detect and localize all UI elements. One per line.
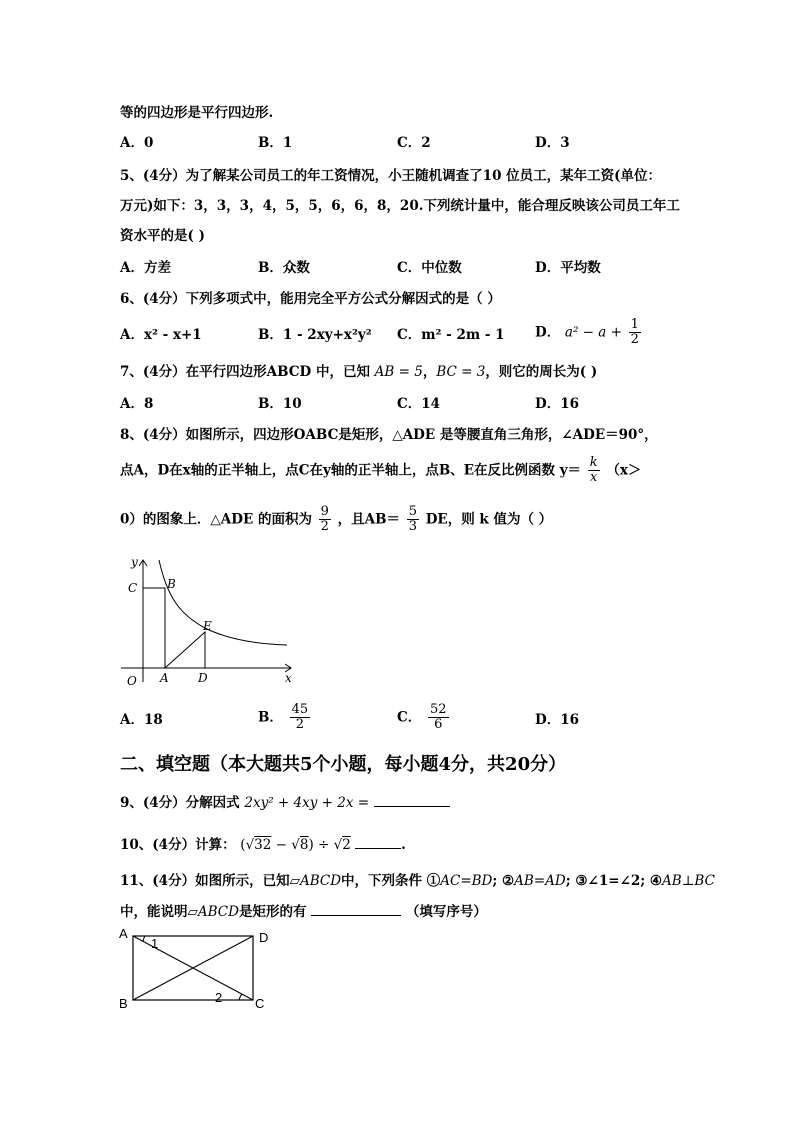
fraction-numerator: 5 (408, 504, 418, 519)
q8-option-c-label: C． (397, 709, 422, 726)
q10 (120, 836, 406, 854)
q6-option-d-label: D． (535, 324, 561, 341)
q8-option-b (258, 703, 312, 732)
label-a: A (119, 926, 128, 941)
q6-option-c: C．m² - 2m - 1 (397, 327, 505, 343)
q10-end: . (401, 837, 406, 853)
fraction-numerator: 45 (291, 702, 309, 717)
angle-2-arc-icon (239, 994, 242, 1000)
label-x: x (285, 671, 292, 685)
q4-option-a: A．0 (120, 135, 154, 151)
q7-option-a: A．8 (120, 396, 154, 412)
q7-expr-ab: AB = 5 (374, 364, 423, 380)
q8-area-fraction (319, 505, 331, 534)
q7-stem-end: ，则它的周长为( ) (485, 364, 598, 380)
q5-option-a: A．方差 (120, 260, 171, 276)
q8-line2-end: （x＞ (606, 462, 642, 479)
q11-line1-mid: 中，下列条件 ① (341, 873, 441, 889)
q8-option-b-fraction (290, 703, 311, 732)
q8-line3-start: 0）的图象上．△ADE 的面积为 (120, 511, 312, 528)
q11-answer-blank[interactable] (311, 903, 401, 916)
fraction-denominator: 6 (434, 717, 443, 732)
q11-line2-start: 中，能说明▱ (120, 904, 198, 920)
rectangle-oabc (143, 588, 165, 668)
q8-k-over-x-fraction (588, 456, 600, 485)
fraction-denominator: x (590, 470, 598, 485)
q6-option-d-expr: a² − a + (564, 324, 622, 341)
q8-option-a: A．18 (120, 712, 163, 728)
q5-line1: 5、(4分）为了解某公司员工的年工资情况，小王随机调查了10 位员工，某年工资(单位： (120, 168, 662, 184)
q11-line2 (120, 903, 487, 921)
q5-option-b: B．众数 (258, 260, 310, 276)
q10-paren-close: ) ÷ (308, 837, 334, 853)
q7-expr-bc: BC = 3 (436, 364, 486, 380)
fraction-numerator: k (589, 455, 598, 470)
q6-option-d-fraction (629, 318, 641, 347)
q4-option-c: C．2 (397, 135, 431, 151)
sqrt-icon: √ (291, 837, 300, 853)
q7-stem (120, 363, 597, 381)
q8-line3-mid: ，且AB＝ (337, 511, 401, 528)
q8-line2-start: 点A，D在x轴的正半轴上，点C在y轴的正半轴上，点B、E在反比例函数 y＝ (120, 462, 582, 479)
q6-option-d (535, 318, 643, 347)
q11-line2-end: （填写序号） (405, 904, 487, 920)
triangle-ade (165, 632, 205, 668)
label-angle-1: 1 (151, 936, 159, 951)
fraction-numerator: 9 (320, 504, 329, 519)
fraction-numerator: 52 (429, 702, 447, 717)
q10-minus: − (271, 837, 292, 853)
q9 (120, 794, 450, 812)
fraction-denominator: 2 (320, 519, 329, 534)
q5-line3: 资水平的是( ) (120, 228, 205, 244)
q11-figure (115, 924, 280, 1014)
q11-line1 (120, 872, 715, 890)
fraction-denominator: 3 (408, 519, 418, 534)
q10-radicand-2: 8 (299, 837, 309, 853)
q11-cond-2: AB=AD (514, 873, 566, 889)
label-c: C (255, 996, 265, 1011)
q7-sep: ， (422, 364, 437, 380)
q8-ratio-fraction (407, 505, 419, 534)
q8-option-c (397, 703, 451, 732)
q10-prefix: 10、(4分）计算： (120, 837, 236, 853)
q7-stem-start: 7、(4分）在平行四边形ABCD 中，已知 (120, 364, 370, 380)
label-e: E (203, 619, 212, 633)
q9-answer-blank[interactable] (374, 794, 450, 807)
q4-option-d: D．3 (535, 135, 570, 151)
label-d: D (198, 671, 208, 685)
fraction-denominator: 2 (630, 332, 639, 347)
q11-cond-1: AC=BD (440, 873, 493, 889)
q11-abcd-2: ABCD (197, 904, 239, 920)
label-c: C (128, 581, 138, 595)
label-o: O (127, 674, 137, 688)
q10-expr (240, 837, 355, 853)
q7-option-d: D．16 (535, 396, 579, 412)
section-2-heading: 二、填空题（本大题共5个小题，每小题4分，共20分） (120, 754, 567, 775)
label-b: B (167, 577, 176, 591)
label-angle-2: 2 (215, 990, 223, 1005)
sqrt-icon: √ (245, 837, 255, 853)
q8-line2 (120, 456, 641, 485)
q6-option-b: B．1 - 2xy+x²y² (258, 327, 372, 343)
q8-option-d: D．16 (535, 712, 579, 728)
fraction-denominator: 2 (295, 717, 305, 732)
q9-expr: 2xy² + 4xy + 2x = (244, 795, 370, 811)
fraction-numerator: 1 (630, 317, 639, 332)
q10-radicand-3: 2 (342, 837, 351, 853)
q11-abcd: ABCD (299, 873, 342, 889)
q11-sep-1: ; ② (492, 873, 515, 889)
q5-line2: 万元)如下：3，3，3，4，5，5，6，6，8，20.下列统计量中，能合理反映该公司员工年工 (120, 198, 680, 214)
label-d: D (259, 930, 269, 945)
angle-1-arc-icon (143, 936, 145, 942)
q4-option-b: B．1 (258, 135, 293, 151)
sqrt-icon: √ (333, 837, 343, 853)
q11-line1-start: 11、(4分）如图所示，已知▱ (120, 873, 300, 889)
q8-line3 (120, 505, 552, 534)
q10-radicand-1: 32 (254, 837, 272, 853)
q11-cond-4: AB⊥BC (662, 873, 715, 889)
q8-line3-end: DE，则 k 值为（ ） (425, 511, 553, 528)
q7-option-b: B．10 (258, 396, 302, 412)
q5-option-c: C．中位数 (397, 260, 462, 276)
q11-line2-mid: 是矩形的有 (238, 904, 307, 920)
q8-option-c-fraction (428, 703, 449, 732)
q11-sep-2: ; ③∠1=∠2; ④ (565, 873, 663, 889)
hyperbola-curve (159, 560, 287, 645)
q7-option-c: C．14 (397, 396, 441, 412)
q10-paren-open: ( (240, 837, 246, 853)
q8-figure (115, 552, 300, 692)
q10-answer-blank[interactable] (355, 836, 401, 849)
q9-prefix: 9、(4分）分解因式 (120, 795, 240, 811)
q8-line1: 8、(4分）如图所示，四边形OABC是矩形，△ADE 是等腰直角三角形，∠ADE＝90°， (120, 427, 658, 443)
q6-stem: 6、(4分）下列多项式中，能用完全平方公式分解因式的是（ ） (120, 291, 501, 307)
q5-option-d: D．平均数 (535, 260, 601, 276)
label-y: y (131, 555, 138, 569)
q8-option-b-label: B． (258, 709, 283, 726)
label-b: B (119, 996, 128, 1011)
q6-option-a: A．x² - x+1 (120, 327, 202, 343)
label-a: A (160, 671, 169, 685)
q4-tail: 等的四边形是平行四边形. (120, 105, 274, 121)
